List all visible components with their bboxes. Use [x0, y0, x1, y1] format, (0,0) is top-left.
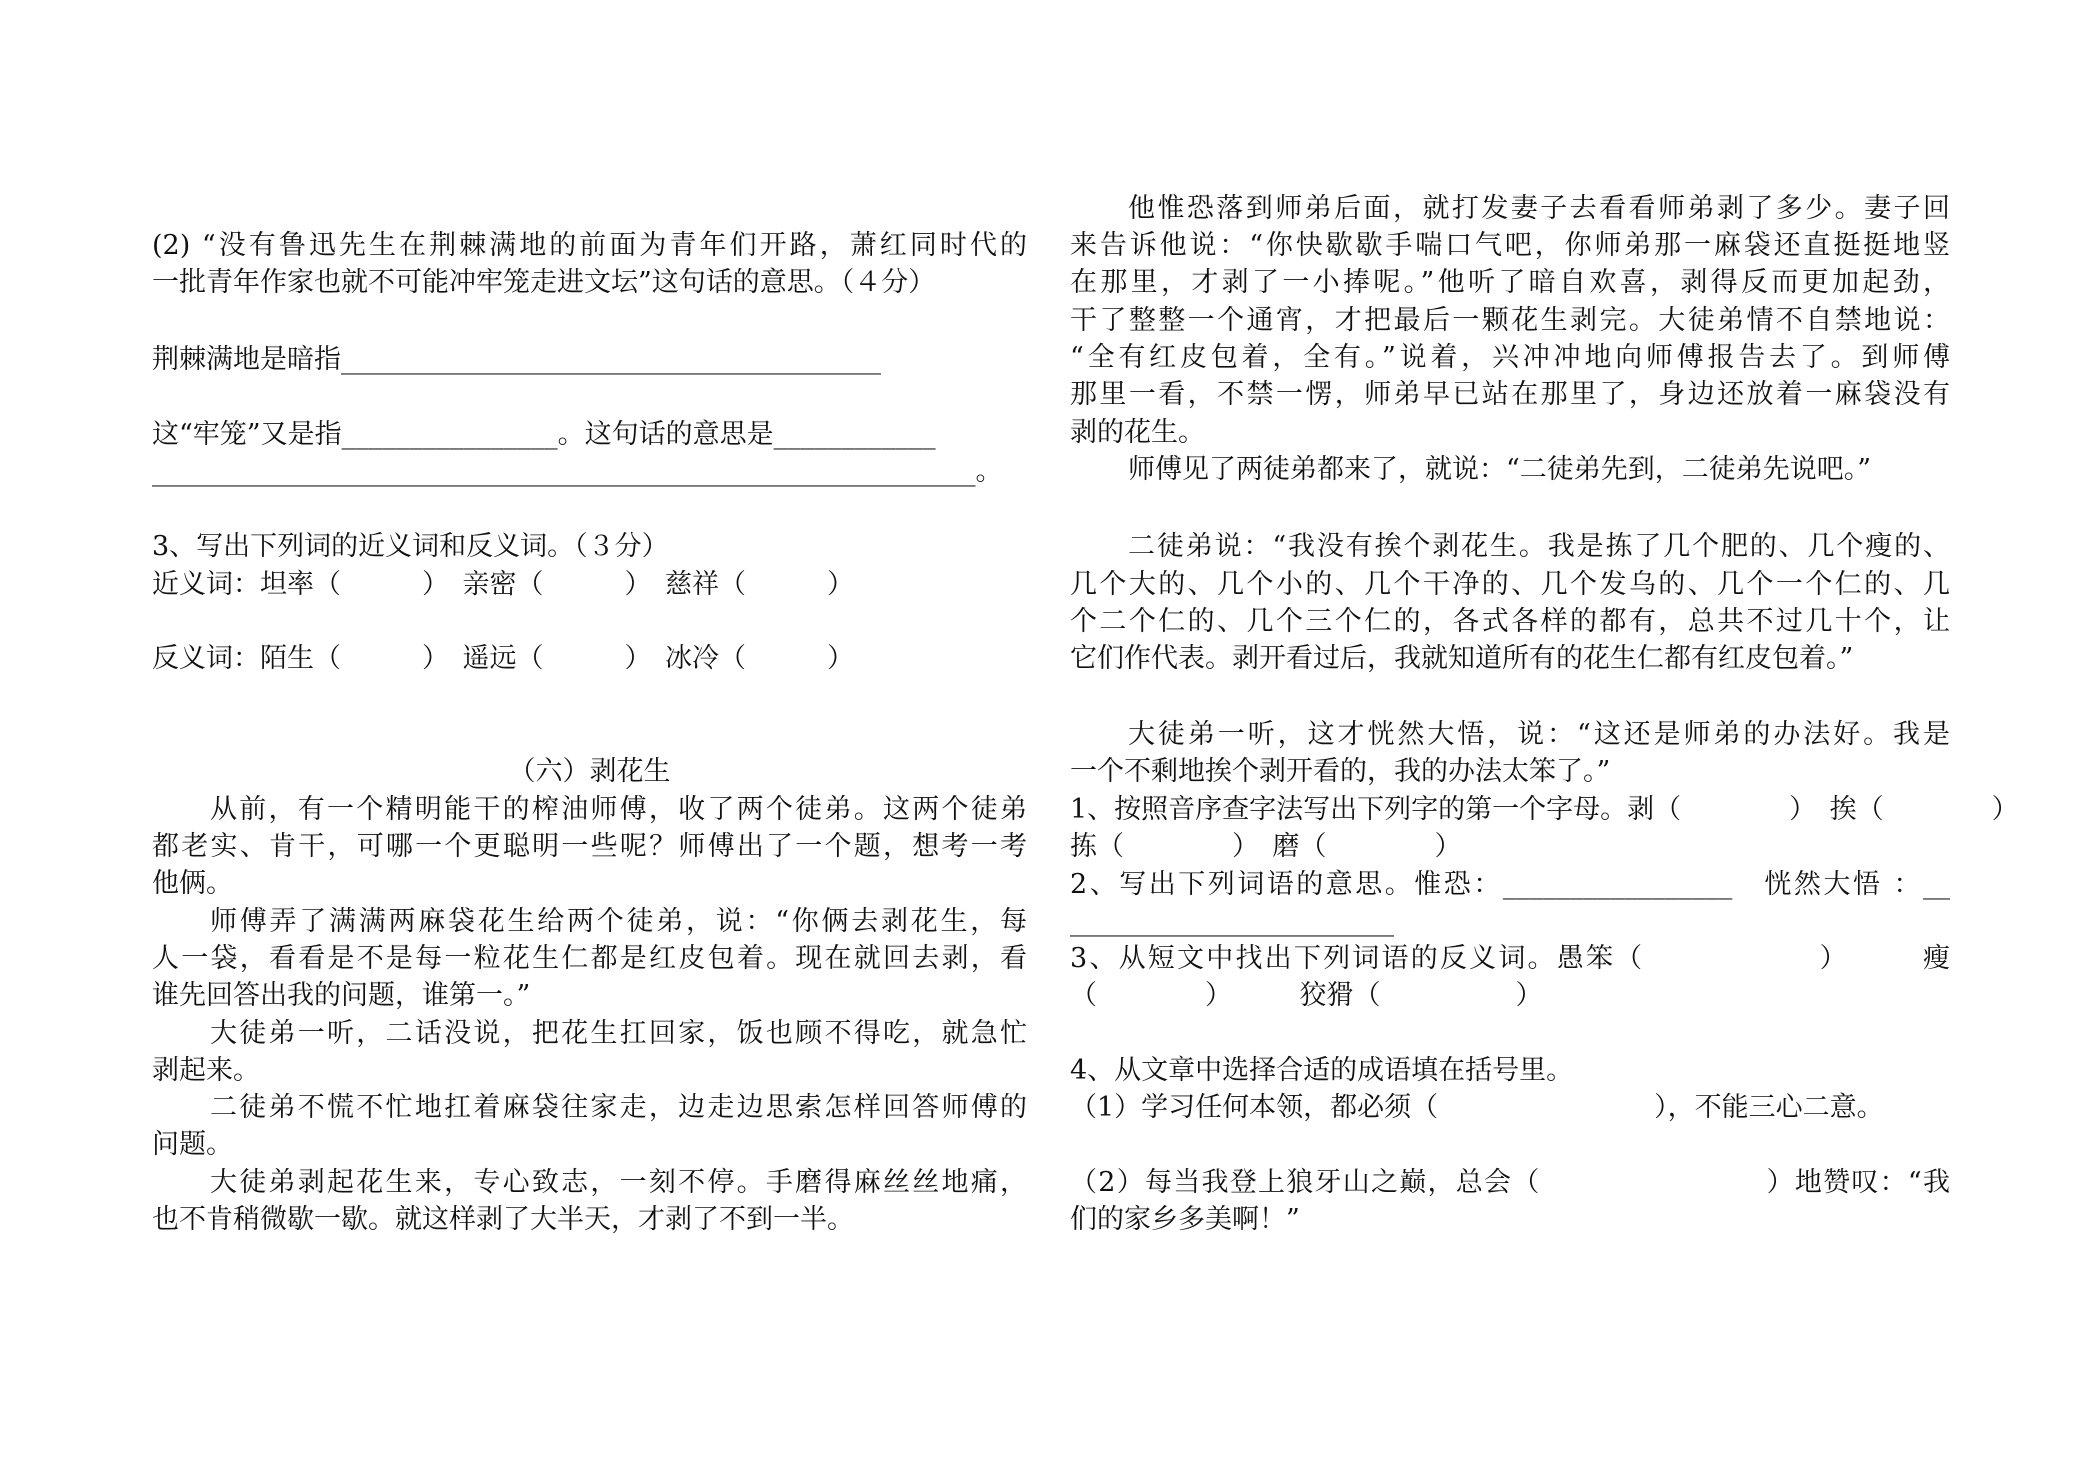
q2-cage-line-2: _____________________________________________________________。 — [152, 456, 1003, 487]
story-line: 人一袋，看看是不是每一粒花生仁都是红皮包着。现在就回去剥，看 — [152, 943, 1027, 974]
question-1-line-2: 拣（ ） 磨（ ） — [1070, 831, 1462, 862]
story-line: 师傅见了两徒弟都来了，就说：“二徒弟先到，二徒弟先说吧。” — [1128, 454, 1872, 485]
q2-head-line-1: (2) “没有鲁迅先生在荆棘满地的前面为青年们开路，萧红同时代的 — [152, 230, 1027, 261]
story-line: 它们作代表。剥开看过后，我就知道所有的花生仁都有红皮包着。” — [1070, 643, 1854, 674]
q3-title: 3、写出下列词的近义词和反义词。（３分） — [152, 531, 669, 562]
story-line: 大徒弟一听，这才恍然大悟，说：“这还是师弟的办法好。我是 — [1128, 719, 1950, 750]
story-line: 剥起来。 — [152, 1055, 260, 1086]
story-line: 在那里，才剥了一小捧呢。”他听了暗自欢喜，剥得反而更加起劲， — [1070, 267, 1950, 298]
story-line: 大徒弟剥起花生来，专心致志，一刻不停。手磨得麻丝丝地痛， — [210, 1167, 1027, 1198]
question-4-item-2-line-2: 们的家乡多美啊！” — [1070, 1204, 1300, 1235]
question-3-line-2: （ ） 狡猾（ ） — [1070, 980, 1543, 1011]
story-line: 师傅弄了满满两麻袋花生给两个徒弟，说：“你俩去剥花生，每 — [210, 906, 1027, 937]
story-line: 他惟恐落到师弟后面，就打发妻子去看看师弟剥了多少。妻子回 — [1128, 193, 1950, 224]
story-line: 个二个仁的、几个三个仁的，各式各样的都有，总共不过几十个，让 — [1070, 606, 1950, 637]
question-3-line-1: 3、从短文中找出下列词语的反义词。愚笨（ ） 瘦 — [1070, 943, 1950, 974]
story-line: 几个大的、几个小的、几个干净的、几个发乌的、几个一个仁的、几 — [1070, 569, 1950, 600]
story-line: 干了整整一个通宵，才把最后一颗花生剥完。大徒弟情不自禁地说： — [1070, 305, 1950, 336]
question-4-item-2-line-1: （2）每当我登上狼牙山之巅，总会（ ）地赞叹：“我 — [1070, 1167, 1950, 1198]
story-line: 那里一看，不禁一愣，师弟早已站在那里了，身边还放着一麻袋没有 — [1070, 379, 1950, 410]
story-line: 二徒弟不慌不忙地扛着麻袋往家走，边走边思索怎样回答师傅的 — [210, 1092, 1027, 1123]
q3-synonyms: 近义词：坦率（ ） 亲密（ ） 慈祥（ ） — [152, 569, 854, 600]
story-line: 来告诉他说：“你快歇歇手喘口气吧，你师弟那一麻袋还直挺挺地竖 — [1070, 230, 1950, 261]
question-1-line-1: 1、按照音序查字法写出下列字的第一个字母。剥（ ） 挨（ ） — [1070, 794, 2019, 825]
story-line: 问题。 — [152, 1129, 233, 1160]
story-title: （六）剥花生 — [508, 756, 671, 787]
question-4-item-1: （1）学习任何本领，都必须（ ），不能三心二意。 — [1070, 1092, 1884, 1123]
story-line: 也不肯稍微歇一歇。就这样剥了大半天，才剥了不到一半。 — [152, 1204, 854, 1235]
question-2-line-2: ________________________ — [1070, 906, 1394, 937]
story-line: 都老实、肯干，可哪一个更聪明一些呢？师傅出了一个题，想考一考 — [152, 831, 1027, 862]
story-line: 剥的花生。 — [1070, 417, 1205, 448]
story-line: 他俩。 — [152, 868, 233, 899]
question-4-title: 4、从文章中选择合适的成语填在括号里。 — [1070, 1055, 1574, 1086]
q3-antonyms: 反义词：陌生（ ） 遥远（ ） 冰冷（ ） — [152, 643, 854, 674]
story-line: 二徒弟说：“我没有挨个剥花生。我是拣了几个肥的、几个瘦的、 — [1128, 531, 1950, 562]
q2-head-line-2: 一批青年作家也就不可能冲牢笼走进文坛”这句话的意思。（４分） — [152, 267, 936, 298]
q2-cage-line-1: 这“牢笼”又是指________________。这句话的意思是____________ — [152, 419, 936, 450]
question-2-line-1: 2、写出下列词语的意思。惟恐：_________________ 恍然大悟 ：__ — [1070, 869, 1950, 900]
story-line: 谁先回答出我的问题，谁第一。” — [152, 980, 531, 1011]
story-line: 一个不剩地挨个剥开看的，我的办法太笨了。” — [1070, 756, 1611, 787]
story-line: 从前，有一个精明能干的榨油师傅，收了两个徒弟。这两个徒弟 — [210, 794, 1027, 825]
q2-thorns-line: 荆棘满地是暗指________________________________________ — [152, 344, 881, 375]
story-line: 大徒弟一听，二话没说，把花生扛回家，饭也顾不得吃，就急忙 — [210, 1018, 1027, 1049]
story-line: “全有红皮包着，全有。”说着，兴冲冲地向师傅报告去了。到师傅 — [1070, 342, 1950, 373]
